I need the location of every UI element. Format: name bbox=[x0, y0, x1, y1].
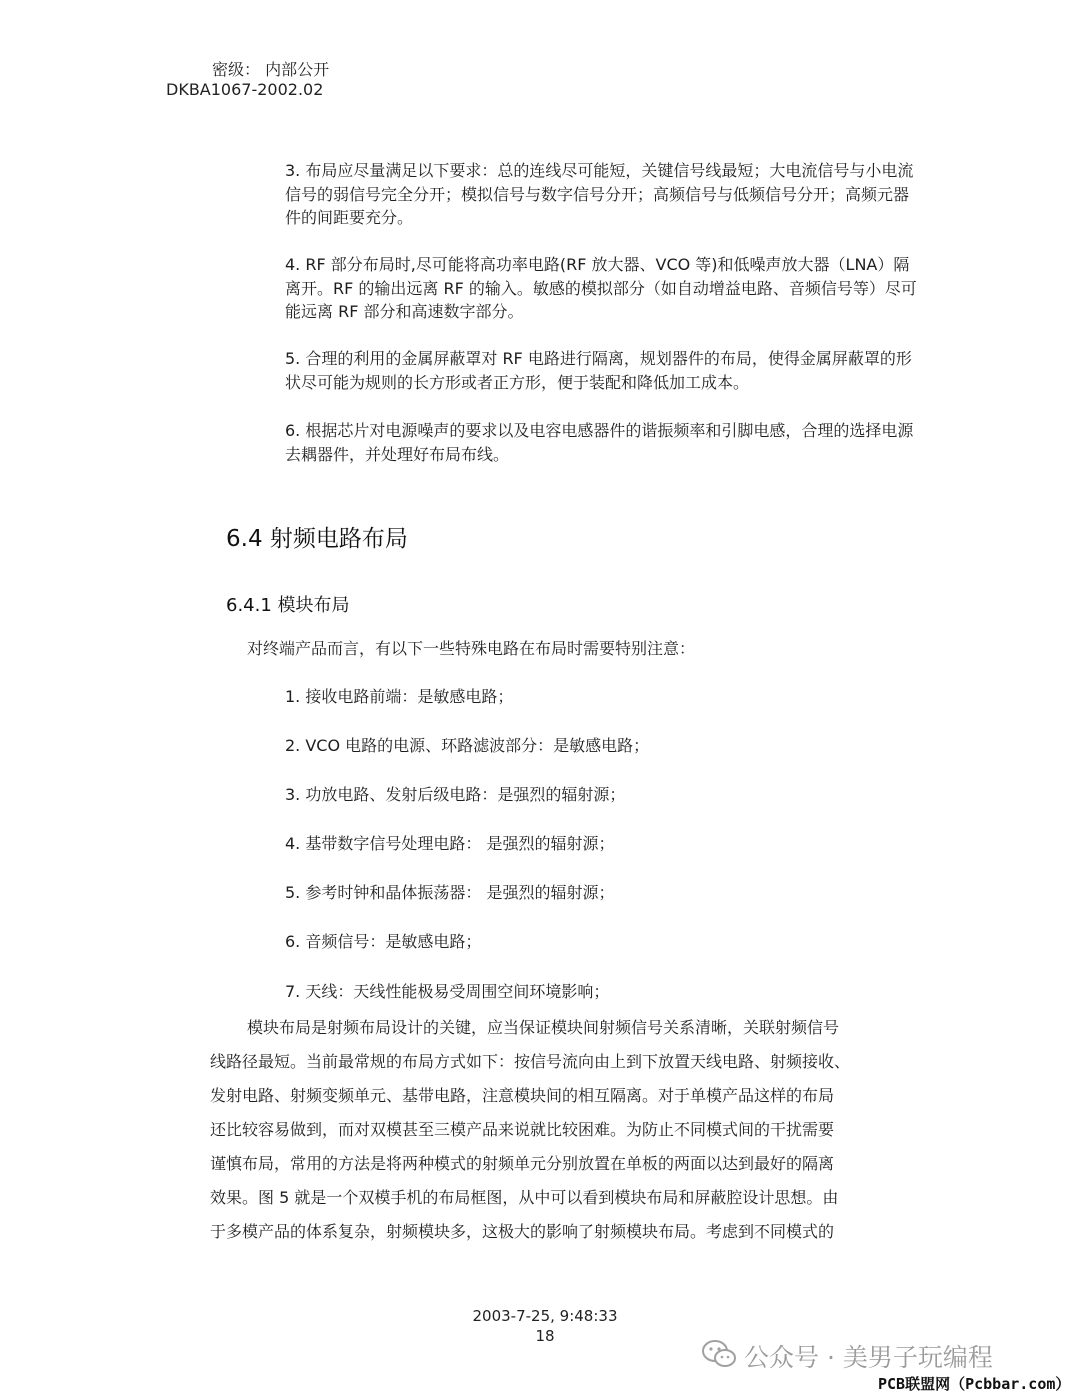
list-item: 4. 基带数字信号处理电路： 是强烈的辐射源； bbox=[285, 834, 615, 853]
intro-item-6: 6. 根据芯片对电源噪声的要求以及电容电感器件的谐振频率和引脚电感，合理的选择电源去耦器件，并处理好布局布线。 bbox=[285, 421, 914, 464]
list-item: 7. 天线：天线性能极易受周围空间环境影响； bbox=[285, 982, 610, 1001]
intro-item-3: 3. 布局应尽量满足以下要求：总的连线尽可能短，关键信号线最短；大电流信号与小电流信号的弱信号完全分开；模拟信号与数字信号分开；高频信号与低频信号分开；高频元器件的间距要充分。 bbox=[285, 161, 914, 227]
list-item: 1. 接收电路前端：是敏感电路； bbox=[285, 687, 514, 706]
body-line: 效果。图 5 就是一个双模手机的布局框图，从中可以看到模块布局和屏蔽腔设计思想。由 bbox=[210, 1188, 839, 1207]
list-item: 5. 参考时钟和晶体振荡器： 是强烈的辐射源； bbox=[285, 883, 615, 902]
list-item: 3. 功放电路、发射后级电路：是强烈的辐射源； bbox=[285, 785, 626, 804]
subsection-title: 6.4.1 模块布局 bbox=[226, 595, 350, 616]
body-line: 谨慎布局，常用的方法是将两种模式的射频单元分别放置在单板的两面以达到最好的隔离 bbox=[210, 1154, 835, 1173]
intro-item-5: 5. 合理的利用的金属屏蔽罩对 RF 电路进行隔离，规划器件的布局，使得金属屏蔽罩的形状尽可能为规则的长方形或者正方形，便于装配和降低加工成本。 bbox=[285, 349, 912, 392]
body-line: 线路径最短。当前最常规的布局方式如下：按信号流向由上到下放置天线电路、射频接收、 bbox=[210, 1052, 851, 1071]
page-number: 18 bbox=[535, 1327, 555, 1345]
body-line: 于多模产品的体系复杂，射频模块多，这极大的影响了射频模块布局。考虑到不同模式的 bbox=[210, 1222, 835, 1241]
body-line: 模块布局是射频布局设计的关键，应当保证模块间射频信号关系清晰，关联射频信号 bbox=[247, 1018, 840, 1037]
footer-timestamp: 2003-7-25, 9:48:33 bbox=[472, 1307, 618, 1325]
brand-label: PCB联盟网（Pcbbar.com） bbox=[878, 1375, 1071, 1393]
classification-label: 密级： 内部公开 bbox=[212, 60, 330, 79]
list-item: 2. VCO 电路的电源、环路滤波部分：是敏感电路； bbox=[285, 736, 650, 755]
intro-item-4: 4. RF 部分布局时,尽可能将高功率电路(RF 放大器、VCO 等)和低噪声放大器（LNA）隔离开。RF 的输出远离 RF 的输入。敏感的模拟部分（如自动增益电路、音频信号等）尽可能远离 RF 部分和高速数字部分。 bbox=[285, 255, 917, 321]
lead-sentence: 对终端产品而言，有以下一些特殊电路在布局时需要特别注意： bbox=[247, 639, 696, 658]
section-title: 6.4 射频电路布局 bbox=[226, 526, 408, 552]
document-id: DKBA1067-2002.02 bbox=[166, 80, 324, 99]
wechat-icon bbox=[702, 1340, 736, 1368]
watermark-text: 公众号 · 美男子玩编程 bbox=[744, 1343, 993, 1372]
list-item: 6. 音频信号：是敏感电路； bbox=[285, 932, 482, 951]
body-line: 发射电路、射频变频单元、基带电路，注意模块间的相互隔离。对于单模产品这样的布局 bbox=[210, 1086, 835, 1105]
body-line: 还比较容易做到，而对双模甚至三模产品来说就比较困难。为防止不同模式间的干扰需要 bbox=[210, 1120, 835, 1139]
